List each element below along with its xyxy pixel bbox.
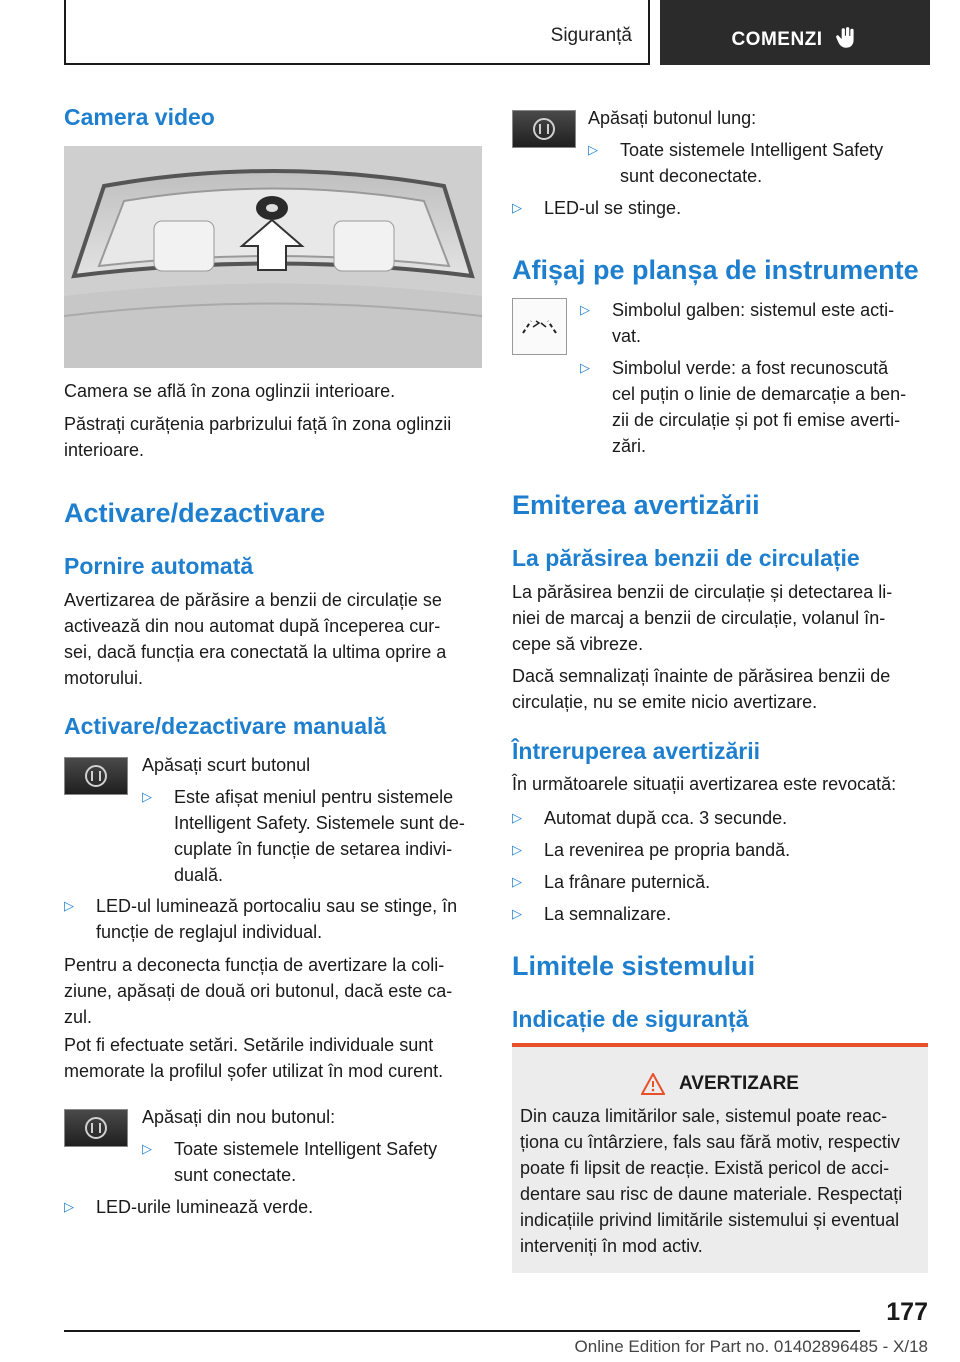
list-item [588, 137, 883, 189]
warning-text-line: dentare sau risc de daune materiale. Respectați [520, 1184, 903, 1204]
list-item-line: LED-ul luminează portocaliu sau se stinge, în [96, 896, 458, 916]
list-item-line: zii de circulație și pot fi emise averti- [612, 410, 901, 430]
list-item [512, 195, 681, 221]
signal-text-1: Dacă semnalizați înainte de părăsirea benzii de [512, 666, 891, 686]
auto-text-2: activează din nou automat după începerea cur- [64, 616, 441, 636]
list-item [512, 837, 790, 863]
page-number: 177 [886, 1298, 928, 1326]
list-item-line: Intelligent Safety. Sistemele sunt de- [174, 813, 465, 833]
auto-start-heading: Pornire automată [64, 553, 254, 579]
signal-text-2: circulație, nu se emite nicio avertizare. [512, 692, 818, 712]
auto-text-4: motorului. [64, 668, 144, 688]
triangle-bullet-icon: ▷ [512, 842, 522, 857]
long-step-text: Apăsați butonul lung: [588, 108, 757, 128]
warning-box [512, 1043, 928, 1273]
chapter-tab-label: COMENZI [731, 29, 823, 50]
list-item-line: Toate sistemele Intelligent Safety [620, 140, 884, 160]
list-item-line: Este afișat meniul pentru sistemele [174, 787, 454, 807]
camera-location-text: Camera se află în zona oglinzii interioare. [64, 381, 396, 401]
disconnect-text-2: ziune, apăsați de două ori butonul, dacă este ca- [64, 981, 453, 1001]
settings-text-2: memorate la profilul șofer utilizat în mod curent. [64, 1061, 444, 1081]
list-item [512, 805, 787, 831]
list-item-line: funcție de reglajul individual. [96, 922, 323, 942]
manual-heading: Activare/dezactivare manuală [64, 713, 387, 739]
list-item [142, 784, 465, 888]
list-item [512, 901, 671, 927]
list-item-line: sunt deconectate. [620, 166, 763, 186]
list-item-line: Automat după cca. 3 secunde. [544, 808, 788, 828]
warning-triangle-icon [641, 1073, 665, 1095]
triangle-bullet-icon: ▷ [512, 906, 522, 921]
list-item [64, 1194, 313, 1220]
warning-text-line: ționa cu întârziere, fals sau fără motiv, respectiv [520, 1132, 900, 1152]
disconnect-text-3: zul. [64, 1007, 93, 1027]
section-tab-label: Siguranță [550, 25, 632, 46]
warning-label: AVERTIZARE [679, 1073, 799, 1094]
display-heading: Afișaj pe planșa de instrumente [512, 255, 919, 285]
triangle-bullet-icon: ▷ [580, 302, 590, 317]
list-item-line: LED-urile luminează verde. [96, 1197, 314, 1217]
hand-pointer-icon [833, 25, 859, 51]
list-item-line: Simbolul galben: sistemul este acti- [612, 300, 895, 320]
list-item-line: zări. [612, 436, 647, 456]
activation-heading: Activare/dezactivare [64, 498, 326, 528]
warning-text-line: indicațiile privind limitările sistemului și eventual [520, 1210, 900, 1230]
settings-text-1: Pot fi efectuate setări. Setările individuale sunt [64, 1035, 434, 1055]
list-item [580, 297, 894, 349]
camera-clean-text-2: interioare. [64, 440, 145, 460]
list-item-line: La frânare puternică. [544, 872, 711, 892]
safety-button-image [64, 757, 128, 795]
list-item-line: cel puțin o linie de demarcație a ben- [612, 384, 907, 404]
list-item-line: vat. [612, 326, 642, 346]
limits-heading: Limitele sistemului [512, 951, 756, 981]
footer-divider [64, 1330, 860, 1332]
leave-text-1: La părăsirea benzii de circulație și detectarea li- [512, 582, 893, 602]
chapter-tab[interactable] [660, 0, 930, 65]
safety-note-heading: Indicație de siguranță [512, 1006, 749, 1032]
triangle-bullet-icon: ▷ [512, 874, 522, 889]
section-tab[interactable] [64, 0, 650, 65]
triangle-bullet-icon: ▷ [142, 1141, 152, 1156]
lane-leave-heading: La părăsirea benzii de circulație [512, 545, 860, 571]
list-item-line: cuplate în funcție de setarea indivi- [174, 839, 453, 859]
list-item-line: La semnalizare. [544, 904, 672, 924]
list-item-line: Simbolul verde: a fost recunoscută [612, 358, 889, 378]
list-item-line: sunt conectate. [174, 1165, 297, 1185]
safety-button-image [512, 110, 576, 148]
leave-text-3: cepe să vibreze. [512, 634, 644, 654]
warning-text-line: Din cauza limitărilor sale, sistemul poate reac- [520, 1106, 888, 1126]
disconnect-text-1: Pentru a deconecta funcția de avertizare la coli- [64, 955, 445, 975]
list-item-line: duală. [174, 865, 224, 885]
safety-button-image [64, 1109, 128, 1147]
list-item [512, 869, 710, 895]
triangle-bullet-icon: ▷ [588, 142, 598, 157]
list-item-line: Toate sistemele Intelligent Safety [174, 1139, 438, 1159]
warning-text-line: poate fi lipsit de reacție. Există pericol de acci- [520, 1158, 890, 1178]
triangle-bullet-icon: ▷ [512, 200, 522, 215]
camera-clean-text-1: Păstrați curățenia parbrizului față în zona oglinzii [64, 414, 452, 434]
list-item-line: La revenirea pe propria bandă. [544, 840, 791, 860]
interrupt-text: În următoarele situații avertizarea este revocată: [512, 774, 897, 794]
interrupt-heading: Întreruperea avertizării [512, 738, 761, 764]
triangle-bullet-icon: ▷ [64, 1199, 74, 1214]
edition-text: Online Edition for Part no. 01402896485 - X/18 [574, 1337, 928, 1356]
list-item [64, 893, 457, 945]
triangle-bullet-icon: ▷ [512, 810, 522, 825]
warning-emission-heading: Emiterea avertizării [512, 490, 760, 520]
list-item-line: LED-ul se stinge. [544, 198, 682, 218]
manual-step-text: Apăsați scurt butonul [142, 755, 311, 775]
list-item [580, 355, 906, 459]
again-step-text: Apăsați din nou butonul: [142, 1107, 336, 1127]
triangle-bullet-icon: ▷ [580, 360, 590, 375]
list-item [142, 1136, 437, 1188]
triangle-bullet-icon: ▷ [142, 789, 152, 804]
leave-text-2: niei de marcaj a benzii de circulație, volanul în- [512, 608, 886, 628]
camera-photo [64, 146, 482, 368]
lane-departure-symbol-icon [512, 298, 567, 355]
warning-text-line: interveniți în mod activ. [520, 1236, 703, 1256]
triangle-bullet-icon: ▷ [64, 898, 74, 913]
camera-heading: Camera video [64, 104, 215, 130]
auto-text-1: Avertizarea de părăsire a benzii de circulație se [64, 590, 442, 610]
auto-text-3: sei, dacă funcția era conectată la ultima oprire a [64, 642, 447, 662]
